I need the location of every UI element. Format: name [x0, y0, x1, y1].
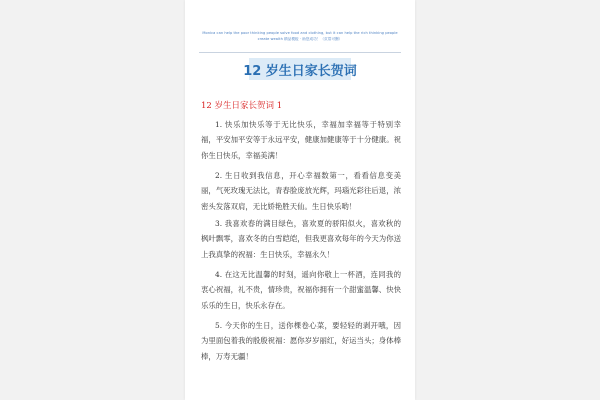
greeting-paragraph-2: 2. 生日收到我信息，开心幸福数第一，看看信息变美丽，气死玫瑰无法比，青春脸庞放光辉，玛瑙光彩往后退，浓密头发落双肩，无比娇艳胜天仙。生日快乐哟！ [201, 171, 401, 211]
greeting-paragraph-1: 1. 快乐加快乐等于无比快乐，幸福加幸福等于特别幸福，平安加平安等于永远平安，健康加健康等于十分健康。祝你生日快乐，幸福美满！ [201, 120, 401, 160]
greeting-paragraph-4: 4. 在这无比温馨的时刻，遥向你敬上一杯酒，连同我的衷心祝福，礼不贵，情珍贵，祝福你拥有一个甜蜜温馨、快快乐乐的生日，快乐永存在。 [201, 270, 401, 310]
greeting-paragraph-5: 5. 今天你的生日，送你棵卷心菜，要轻轻的剥开哦，因为里面包着我的殷殷祝福：愿你岁岁丽红，好运当头；身体棒棒，万寿无疆！ [201, 321, 401, 361]
title-banner [243, 58, 357, 80]
header-divider [199, 52, 401, 53]
page-title: 12 岁生日家长贺词 [243, 63, 357, 79]
document-page [185, 0, 415, 400]
header-note: Monica can help the poor thinking people solve food and clothing, but it can help the rich thinking people create wealth 精品模板 · 助您成功！（页眉可删） [202, 31, 398, 41]
greeting-paragraph-3: 3. 我喜欢春的满目绿色，喜欢夏的骄阳似火，喜欢秋的枫叶飘零，喜欢冬的白雪皑皑，但我更喜欢每年的今天为你送上我真挚的祝福：生日快乐，幸福永久！ [201, 219, 401, 259]
section-heading: 12 岁生日家长贺词 1 [201, 101, 283, 111]
